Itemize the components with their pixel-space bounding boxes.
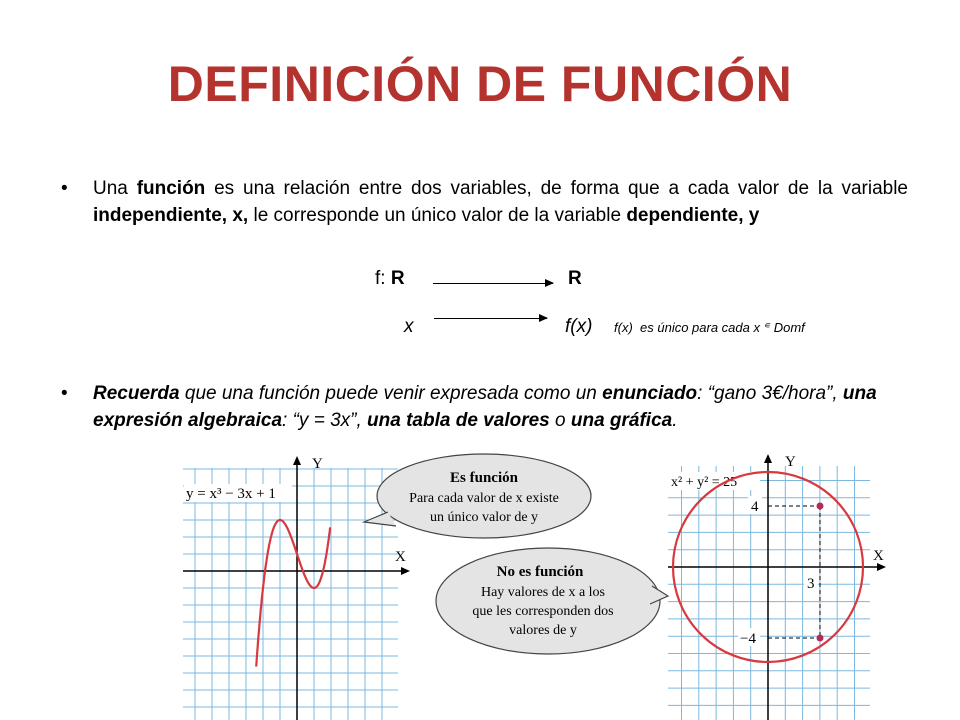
mapping-domain-set: R — [390, 268, 405, 289]
note-text: es único para cada x — [640, 320, 760, 335]
left-x-arrow — [401, 567, 410, 575]
mapping-x: x — [404, 316, 414, 337]
note-fx: f(x) — [614, 320, 633, 335]
text-run: o — [549, 410, 571, 431]
tick-3: 3 — [807, 576, 815, 592]
bubble-bottom-title: No es función — [496, 564, 584, 580]
mapping-codomain: R — [568, 268, 582, 289]
bubble-top-line2: un único valor de y — [429, 510, 539, 525]
tick-4: 4 — [751, 499, 759, 515]
bullet-marker: • — [61, 383, 68, 404]
point-3-4 — [817, 503, 824, 510]
cubic-equation: y = x³ − 3x + 1 — [186, 486, 276, 502]
left-x-label: X — [395, 549, 406, 565]
bold-run: una expresión algebraica — [93, 383, 877, 431]
text-run: que una función puede venir expresada como un — [179, 383, 603, 404]
bubble-is-function — [364, 454, 591, 538]
note-domain: Domf — [773, 320, 805, 335]
text-run: : “gano 3€/hora”, — [697, 383, 843, 404]
bold-run: dependiente, y — [626, 205, 760, 226]
bubble-bottom-line2: que les corresponden dos — [472, 604, 614, 619]
bold-run: independiente, x, — [93, 205, 249, 226]
point-3-neg4 — [817, 635, 824, 642]
circle-equation: x² + y² = 25 — [671, 475, 738, 490]
circle-graph — [668, 454, 886, 720]
bubble-top-line1: Para cada valor de x existe — [409, 491, 559, 506]
element-of-symbol: ∊ — [763, 320, 771, 330]
bold-run: enunciado — [602, 383, 698, 404]
bubble-bottom-line1: Hay valores de x a los — [480, 585, 606, 600]
mapping-fx: f(x) — [565, 316, 593, 337]
right-x-label: X — [873, 548, 884, 564]
cubic-graph — [183, 456, 410, 720]
left-y-label: Y — [312, 456, 323, 472]
bold-run: Recuerda — [93, 383, 180, 404]
left-y-arrow — [293, 456, 301, 465]
text-run: . — [672, 410, 678, 431]
bubble-bottom-line3: valores de y — [509, 623, 577, 638]
right-y-arrow — [764, 454, 772, 463]
bold-run: una tabla de valores — [367, 410, 550, 431]
text-run: : “y = 3x”, — [282, 410, 368, 431]
bubble-not-function — [436, 548, 668, 654]
text-run: Una — [93, 178, 137, 199]
bubble-top-title: Es función — [450, 470, 518, 486]
bold-run: una gráfica — [570, 410, 673, 431]
mapping-f-label: f: — [375, 268, 391, 289]
text-run: es una relación entre dos variables, de forma que a cada valor de la variable — [205, 178, 908, 199]
bullet-marker: • — [61, 178, 68, 199]
right-y-label: Y — [785, 454, 796, 470]
text-run: le corresponde un único valor de la variable — [248, 205, 627, 226]
left-grid — [183, 468, 398, 720]
bold-run: función — [136, 178, 206, 199]
cubic-curve — [256, 520, 330, 667]
tick-neg4: −4 — [740, 631, 756, 647]
right-x-arrow — [877, 563, 886, 571]
slide-title: DEFINICIÓN DE FUNCIÓN — [167, 56, 793, 112]
